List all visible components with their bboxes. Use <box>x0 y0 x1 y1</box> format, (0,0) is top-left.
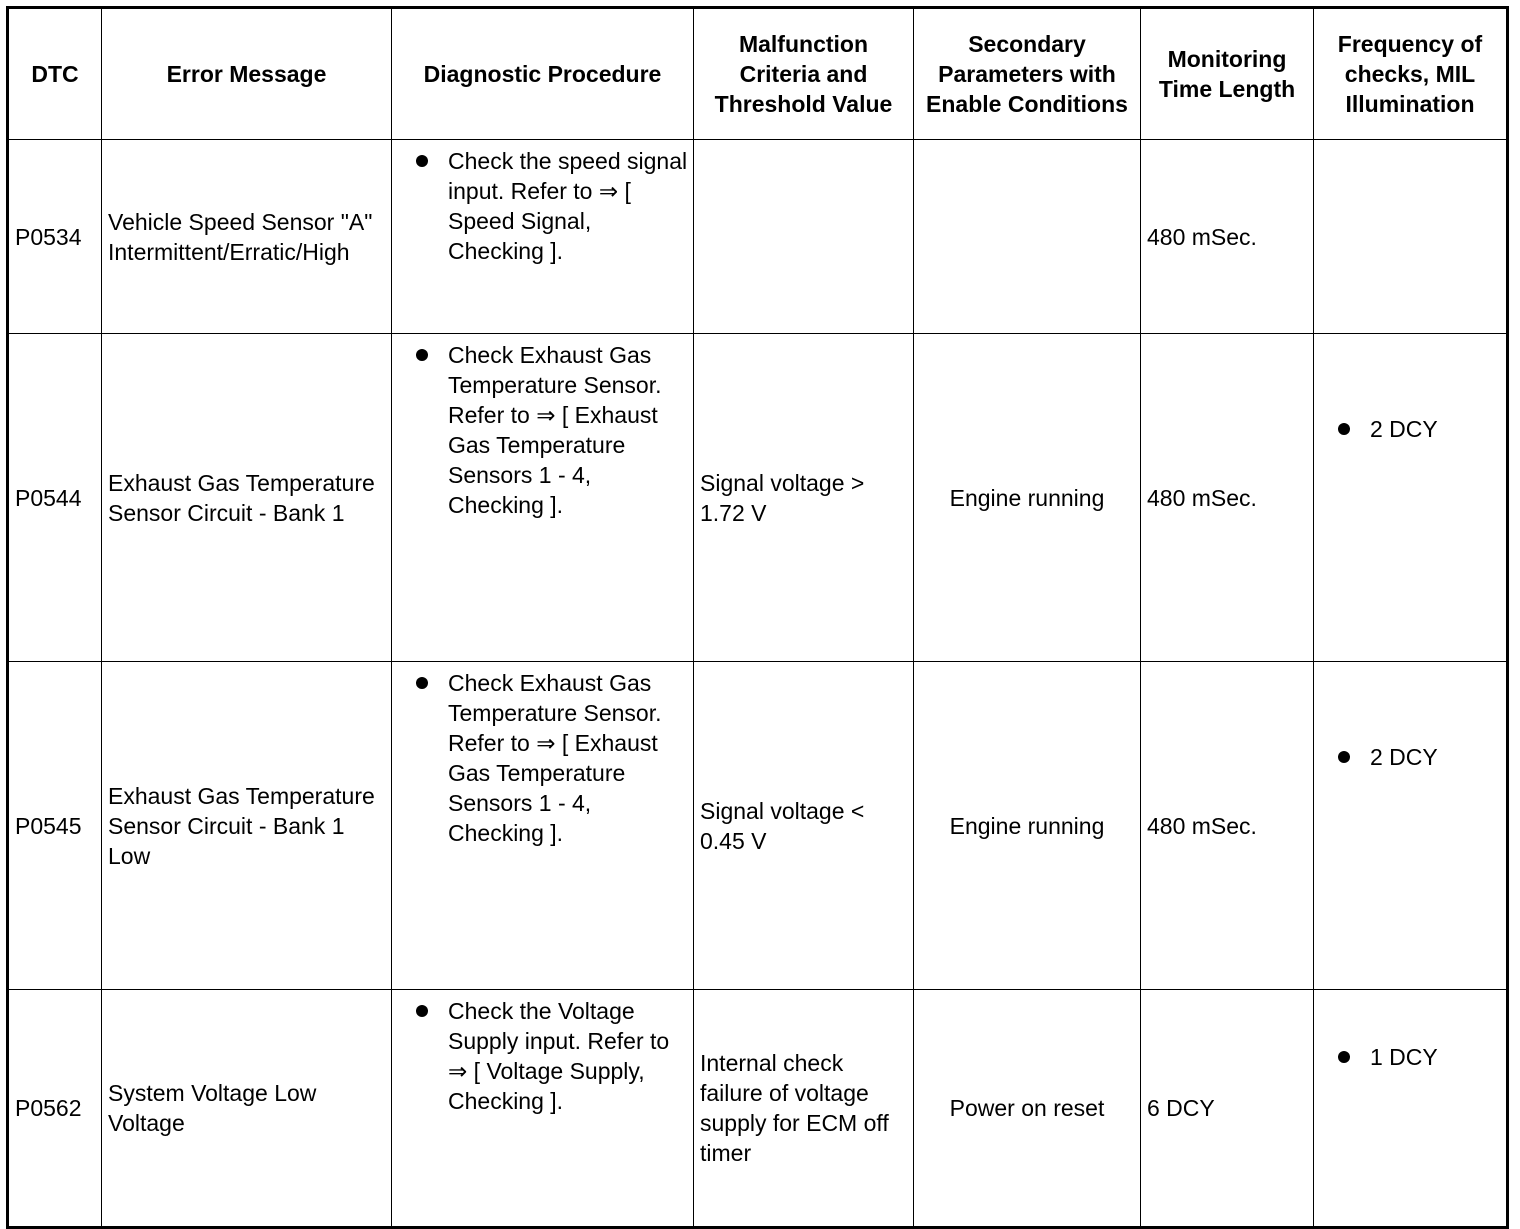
secondary-parameters: Power on reset <box>914 990 1141 1228</box>
malfunction-criteria: Signal voltage > 1.72 V <box>694 334 914 662</box>
header-malfunction-criteria: Malfunction Criteria and Threshold Value <box>694 8 914 140</box>
secondary-parameters <box>914 140 1141 334</box>
dtc-code: P0562 <box>8 990 102 1228</box>
procedure-text: Check Exhaust Gas Temperature Sensor. Refer to ⇒ [ Exhaust Gas Temperature Sensors 1 - 4, Checking ]. <box>448 670 662 846</box>
monitoring-time: 480 mSec. <box>1141 662 1314 990</box>
table-row <box>8 990 1508 1228</box>
table-row <box>8 334 1508 662</box>
procedure-text: Check the speed signal input. Refer to ⇒ [ Speed Signal, Checking ]. <box>448 148 688 264</box>
frequency-text: 1 DCY <box>1370 1044 1438 1070</box>
table-row <box>8 662 1508 990</box>
error-message: Vehicle Speed Sensor "A" Intermittent/Erratic/High <box>102 140 392 334</box>
diagnostic-procedure <box>392 662 694 990</box>
header-secondary-parameters: Secondary Parameters with Enable Conditions <box>914 8 1141 140</box>
frequency-cell <box>1314 334 1508 662</box>
frequency-text: 2 DCY <box>1370 744 1438 770</box>
monitoring-time: 480 mSec. <box>1141 334 1314 662</box>
malfunction-criteria: Internal check failure of voltage supply for ECM off timer <box>694 990 914 1228</box>
frequency-cell <box>1314 140 1508 334</box>
dtc-code: P0544 <box>8 334 102 662</box>
dtc-table <box>6 6 1509 1229</box>
bullet-icon <box>416 1005 428 1017</box>
dtc-code: P0534 <box>8 140 102 334</box>
error-message: Exhaust Gas Temperature Sensor Circuit - Bank 1 Low <box>102 662 392 990</box>
dtc-code: P0545 <box>8 662 102 990</box>
bullet-icon <box>416 155 428 167</box>
procedure-text: Check the Voltage Supply input. Refer to ⇒ [ Voltage Supply, Checking ]. <box>448 998 670 1114</box>
bullet-icon <box>416 677 428 689</box>
secondary-parameters: Engine running <box>914 662 1141 990</box>
table-row <box>8 140 1508 334</box>
error-message: System Voltage Low Voltage <box>102 990 392 1228</box>
header-monitoring-time: Monitoring Time Length <box>1141 8 1314 140</box>
frequency-cell <box>1314 990 1508 1228</box>
bullet-icon <box>1338 751 1350 763</box>
header-dtc: DTC <box>8 8 102 140</box>
monitoring-time: 480 mSec. <box>1141 140 1314 334</box>
error-message: Exhaust Gas Temperature Sensor Circuit - Bank 1 <box>102 334 392 662</box>
diagnostic-procedure <box>392 334 694 662</box>
frequency-text: 2 DCY <box>1370 416 1438 442</box>
secondary-parameters: Engine running <box>914 334 1141 662</box>
bullet-icon <box>416 349 428 361</box>
diagnostic-procedure <box>392 990 694 1228</box>
bullet-icon <box>1338 423 1350 435</box>
header-frequency: Frequency of checks, MIL Illumination <box>1314 8 1508 140</box>
header-row <box>8 8 1508 140</box>
bullet-icon <box>1338 1051 1350 1063</box>
monitoring-time: 6 DCY <box>1141 990 1314 1228</box>
malfunction-criteria <box>694 140 914 334</box>
malfunction-criteria: Signal voltage < 0.45 V <box>694 662 914 990</box>
frequency-cell <box>1314 662 1508 990</box>
header-diagnostic-procedure: Diagnostic Procedure <box>392 8 694 140</box>
header-error-message: Error Message <box>102 8 392 140</box>
diagnostic-procedure <box>392 140 694 334</box>
procedure-text: Check Exhaust Gas Temperature Sensor. Refer to ⇒ [ Exhaust Gas Temperature Sensors 1 - 4, Checking ]. <box>448 342 662 518</box>
